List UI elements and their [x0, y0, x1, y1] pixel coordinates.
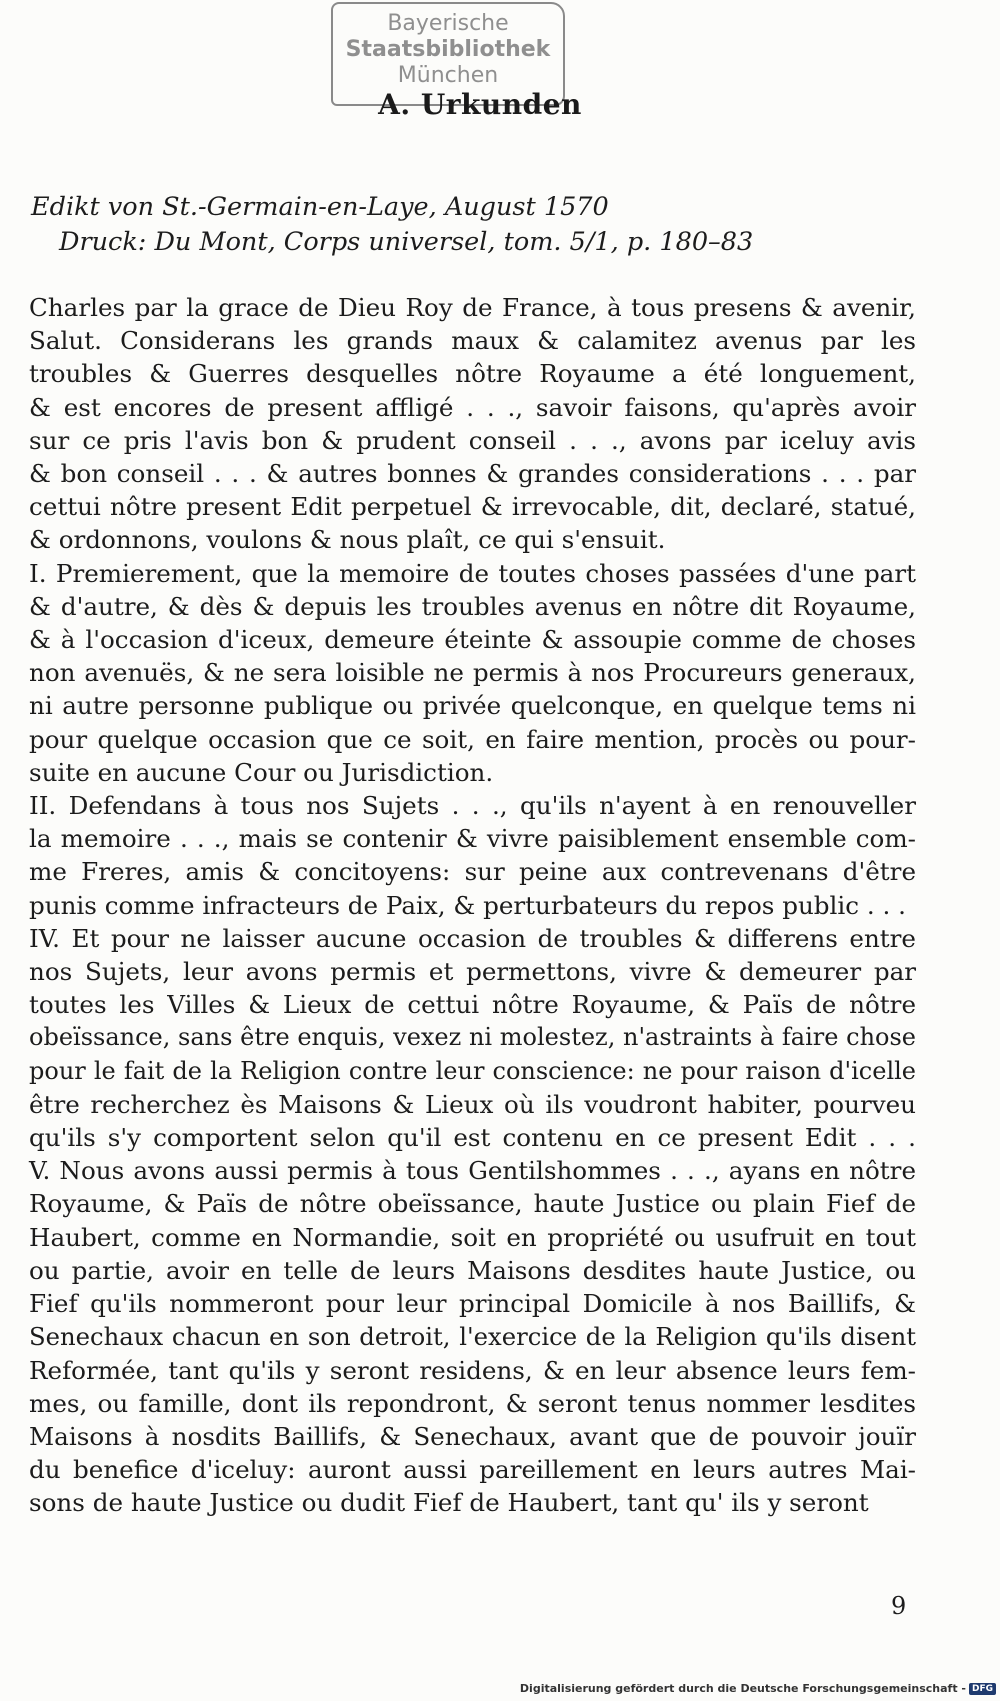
text-line: suite en aucune Cour ou Jurisdiction. [29, 757, 494, 787]
text-line: sons de haute Justice ou dudit Fief de Haubert, tant qu' ils y seront [29, 1488, 869, 1518]
text-line: pour quelque occasion que ce soit, en faire mention, procès ou pour- [29, 724, 916, 754]
text-line: toutes les Villes & Lieux de cettui nôtre Royaume, & Païs de nôtre [29, 990, 916, 1020]
text-line: la memoire . . ., mais se contenir & vivre paisiblement ensemble com- [29, 824, 916, 854]
source-line-2: Druck: Du Mont, Corps universel, tom. 5/1, p. 180–83 [59, 227, 754, 257]
page-number: 9 [891, 1592, 907, 1620]
text-line: nos Sujets, leur avons permis et permettons, vivre & demeurer par [29, 957, 916, 987]
text-line: sur ce pris l'avis bon & prudent conseil . . ., avons par iceluy avis [29, 425, 916, 455]
stamp-line-1: Bayerische [387, 11, 509, 36]
source-citation [31, 190, 753, 260]
text-line: du benefice d'iceluy: auront aussi pareillement en leurs autres Mai- [29, 1455, 916, 1485]
stamp-line-2: Staatsbibliothek [345, 37, 551, 62]
text-line: obeïssance, sans être enquis, vexez ni molestez, n'astraints à faire chose [29, 1023, 916, 1052]
source-line-1: Edikt von St.-Germain-en-Laye, August 1570 [31, 192, 609, 222]
text-line: & d'autre, & dès & depuis les troubles avenus en nôtre dit Royaume, [29, 591, 916, 621]
stamp-line-3: München [397, 63, 499, 88]
section-title: A. Urkunden [378, 88, 582, 121]
text-line: Senechaux chacun en son detroit, l'exercice de la Religion qu'ils disent [29, 1322, 916, 1352]
text-line: V. Nous avons aussi permis à tous Gentilshommes . . ., ayans en nôtre [29, 1156, 916, 1186]
footer-text: Digitalisierung gefördert durch die Deutsche Forschungsgemeinschaft - [519, 1682, 966, 1695]
text-line: & est encores de present affligé . . ., savoir faisons, qu'après avoir [29, 392, 916, 422]
edict-body-text [29, 291, 916, 1520]
dfg-logo: DFG [969, 1683, 996, 1695]
text-line: & à l'occasion d'iceux, demeure éteinte & assoupie comme de choses [29, 625, 916, 655]
text-line: IV. Et pour ne laisser aucune occasion de troubles & differens entre [29, 923, 916, 953]
text-line: I. Premierement, que la memoire de toutes choses passées d'une part [29, 558, 916, 588]
text-line: & bon conseil . . . & autres bonnes & grandes considerations . . . par [29, 459, 916, 489]
text-line: punis comme infracteurs de Paix, & perturbateurs du repos public . . . [29, 890, 906, 920]
text-line: troubles & Guerres desquelles nôtre Royaume a été longuement, [29, 359, 916, 389]
text-line: II. Defendans à tous nos Sujets . . ., qu'ils n'ayent à en renouveller [29, 791, 916, 821]
text-line: pour le fait de la Religion contre leur conscience: ne pour raison d'icelle [29, 1056, 916, 1085]
text-line: Maisons à nosdits Baillifs, & Senechaux, avant que de pouvoir jouïr [29, 1421, 916, 1451]
text-line: Salut. Considerans les grands maux & calamitez avenus par les [29, 326, 916, 356]
text-line: Royaume, & Païs de nôtre obeïssance, haute Justice ou plain Fief de [29, 1189, 916, 1219]
text-line: ni autre personne publique ou privée quelconque, en quelque tems ni [29, 691, 916, 721]
text-line: ou partie, avoir en telle de leurs Maisons desdites haute Justice, ou [29, 1255, 916, 1285]
text-line: & ordonnons, voulons & nous plaît, ce qui s'ensuit. [29, 525, 666, 555]
text-line: qu'ils s'y comportent selon qu'il est contenu en ce present Edit . . . [29, 1123, 916, 1153]
text-line: Reformée, tant qu'ils y seront residens, & en leur absence leurs fem- [29, 1355, 916, 1385]
text-line: Fief qu'ils nommeront pour leur principal Domicile à nos Baillifs, & [29, 1289, 916, 1319]
text-line: être recherchez ès Maisons & Lieux où ils voudront habiter, pourveu [29, 1089, 916, 1119]
footer-credit [520, 1682, 996, 1695]
text-line: me Freres, amis & concitoyens: sur peine aux contrevenans d'être [29, 857, 916, 887]
text-line: cettui nôtre present Edit perpetuel & irrevocable, dit, declaré, statué, [29, 492, 916, 522]
text-line: mes, ou famille, dont ils repondront, & seront tenus nommer lesdites [29, 1388, 916, 1418]
text-line: Haubert, comme en Normandie, soit en propriété ou usufruit en tout [29, 1222, 916, 1252]
text-line: non avenuës, & ne sera loisible ne permis à nos Procureurs generaux, [29, 658, 916, 688]
text-line: Charles par la grace de Dieu Roy de France, à tous presens & avenir, [29, 293, 916, 322]
